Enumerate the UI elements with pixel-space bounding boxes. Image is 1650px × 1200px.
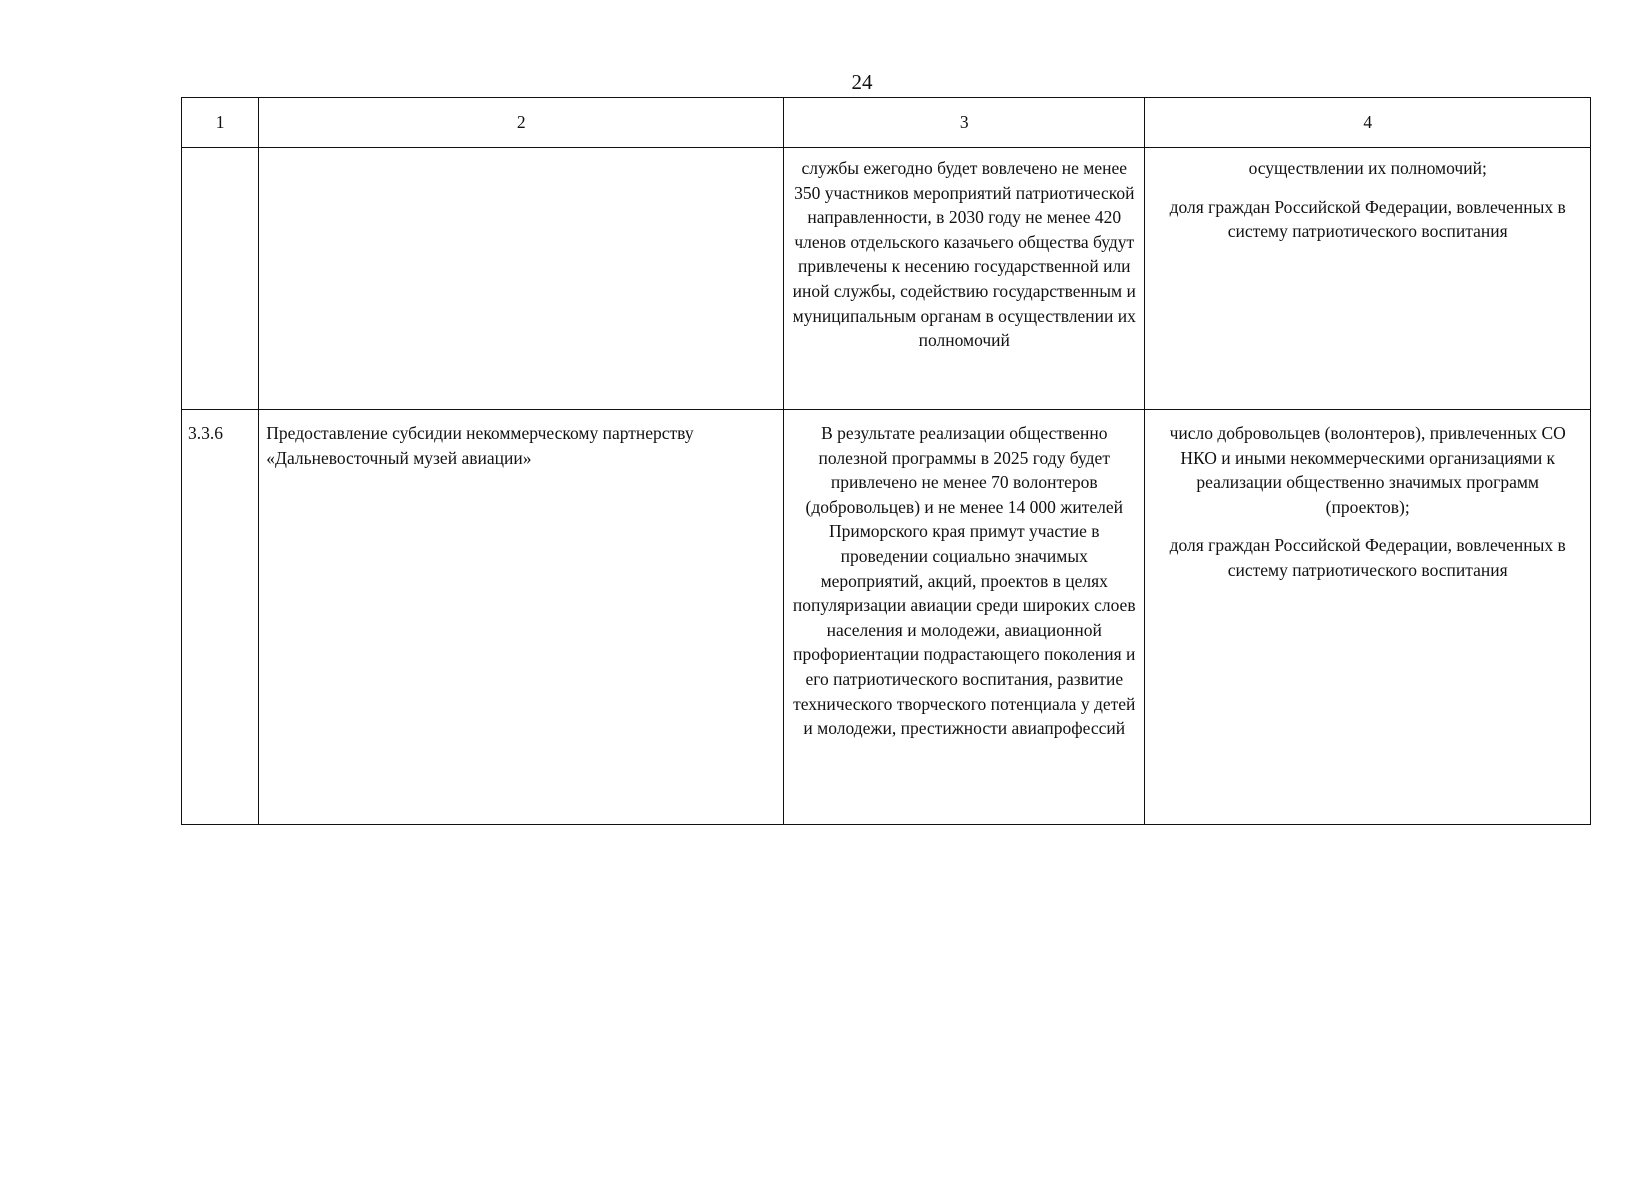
table-row: [182, 410, 1591, 825]
column-header-1: 1: [182, 98, 259, 148]
column-header-2: 2: [259, 98, 784, 148]
column-header-3: 3: [784, 98, 1145, 148]
expected-result-text: службы ежегодно будет вовлечено не менее 350 участников мероприятий патриотической направленности, в 2030 году не менее 420 членов отдельского казачьего общества будут привлечены к несению государственной или иной службы, содействию государственным и муниципальным органам в осуществлении их полномочий: [792, 158, 1136, 351]
expected-result-cell: [784, 148, 1145, 410]
indicator-text: число добровольцев (волонтеров), привлеченных СО НКО и иными некоммерческими организациями к реализации общественно значимых программ (проектов);: [1169, 423, 1566, 517]
measure-name-cell: [259, 410, 784, 825]
expected-result-text: В результате реализации общественно полезной программы в 2025 году будет привлечено не менее 70 волонтеров (добровольцев) и не менее 14 000 жителей Приморского края примут участие в проведении социально значимых мероприятий, акций, проектов в целях популяризации авиации среди широких слоев населения и молодежи, авиационной профориентации подрастающего поколения и его патриотического воспитания, развитие технического творческого потенциала у детей и молодежи, престижности авиапрофессий: [792, 423, 1136, 739]
indicator-text: осуществлении их полномочий;: [1248, 158, 1487, 178]
indicator-text: доля граждан Российской Федерации, вовлеченных в систему патриотического воспитания: [1169, 535, 1566, 580]
column-header-4: 4: [1145, 98, 1591, 148]
row-number-cell: [182, 148, 259, 410]
table-row: [182, 148, 1591, 410]
indicator-text: доля граждан Российской Федерации, вовлеченных в систему патриотического воспитания: [1169, 196, 1566, 242]
measure-name-cell: [259, 148, 784, 410]
row-number-cell: 3.3.6: [182, 410, 259, 825]
page-number: 24: [851, 70, 873, 94]
table-header-row: [182, 98, 1591, 148]
indicator-cell: [1145, 148, 1591, 410]
program-table: [181, 97, 1591, 825]
indicator-cell: [1145, 410, 1591, 825]
expected-result-cell: [784, 410, 1145, 825]
measure-name-text: Предоставление субсидии некоммерческому партнерству «Дальневосточный музей авиации»: [266, 423, 694, 468]
